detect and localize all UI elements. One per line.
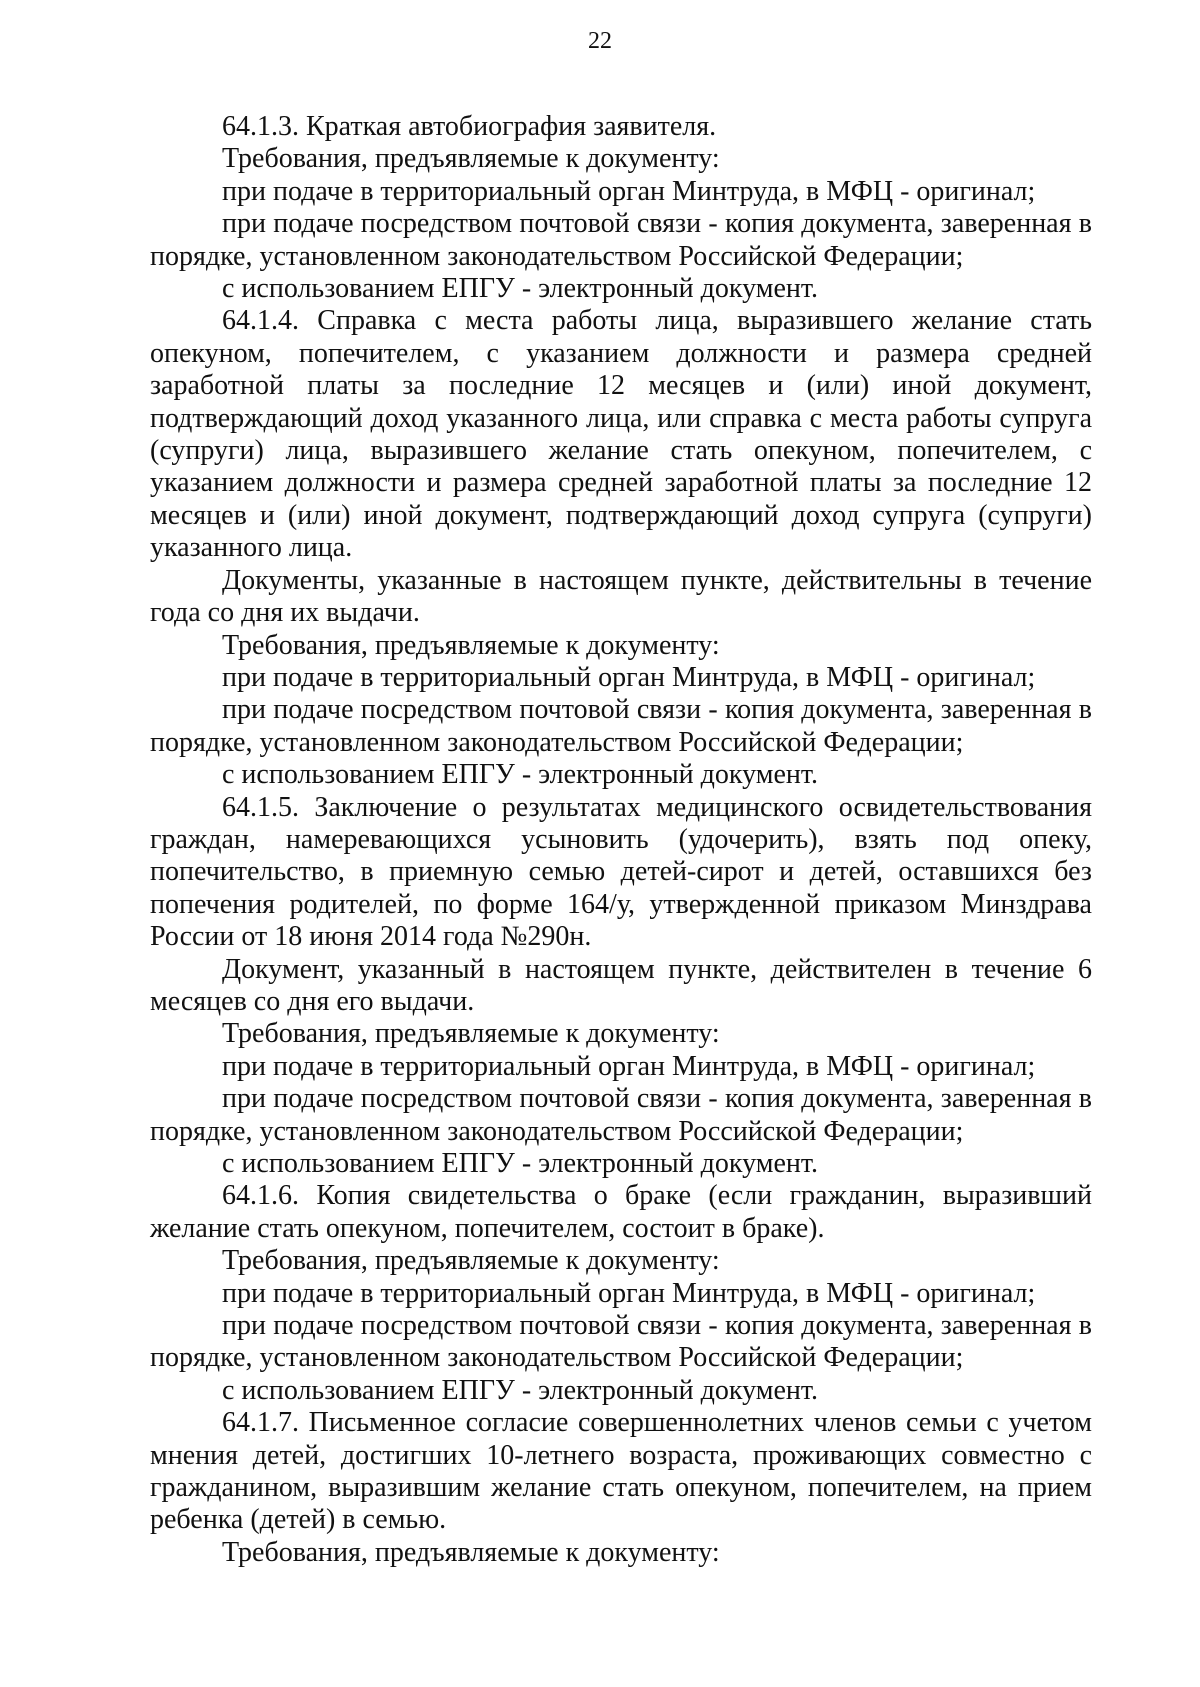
- paragraph-requirements-heading: Требования, предъявляемые к документу:: [222, 1536, 720, 1568]
- paragraph-requirement-epgu: с использованием ЕПГУ - электронный документ.: [222, 273, 818, 305]
- paragraph-validity-6-months: Документ, указанный в настоящем пункте, действителен в течение 6 месяцев со дня его выдачи.: [150, 953, 1092, 1017]
- paragraph-requirement-original: при подаче в территориальный орган Минтруда, в МФЦ - оригинал;: [222, 1277, 1036, 1309]
- paragraph-requirement-original: при подаче в территориальный орган Минтруда, в МФЦ - оригинал;: [222, 661, 1036, 693]
- paragraph-requirement-postal: при подаче посредством почтовой связи - копия документа, заверенная в порядке, установленном законодательством Российской Федерации;: [150, 208, 1092, 272]
- paragraph-requirement-epgu: с использованием ЕПГУ - электронный документ.: [222, 759, 818, 791]
- paragraph-requirement-original: при подаче в территориальный орган Минтруда, в МФЦ - оригинал;: [222, 175, 1036, 207]
- paragraph-requirements-heading: Требования, предъявляемые к документу:: [222, 1018, 720, 1050]
- paragraph-64-1-7: 64.1.7. Письменное согласие совершеннолетних членов семьи с учетом мнения детей, достигших 10-летнего возраста, проживающих совместно с гражданином, выразившим желание стать опекуном, попечителем, на прием ребенка (детей) в семью.: [150, 1407, 1092, 1536]
- paragraph-requirement-original: при подаче в территориальный орган Минтруда, в МФЦ - оригинал;: [222, 1050, 1036, 1082]
- paragraph-requirements-heading: Требования, предъявляемые к документу:: [222, 629, 720, 661]
- paragraph-requirement-postal: при подаче посредством почтовой связи - копия документа, заверенная в порядке, установленном законодательством Российской Федерации;: [150, 1310, 1092, 1374]
- paragraph-requirement-epgu: с использованием ЕПГУ - электронный документ.: [222, 1374, 818, 1406]
- document-body: [150, 111, 1092, 1569]
- paragraph-64-1-5: 64.1.5. Заключение о результатах медицинского освидетельствования граждан, намеревающихся усыновить (удочерить), взять под опеку, попечительство, в приемную семью детей-сирот и детей, оставшихся без попечения родителей, по форме 164/у, утвержденной приказом Минздрава России от 18 июня 2014 года №290н.: [150, 791, 1092, 953]
- paragraph-64-1-4: 64.1.4. Справка с места работы лица, выразившего желание стать опекуном, попечителем, с указанием должности и размера средней заработной платы за последние 12 месяцев и (или) иной документ, подтверждающий доход указанного лица, или справка с места работы супруга (супруги) лица, выразившего желание стать опекуном, попечителем, с указанием должности и размера средней заработной платы за последние 12 месяцев и (или) иной документ, подтверждающий доход супруга (супруги) указанного лица.: [150, 305, 1092, 564]
- paragraph-requirement-postal: при подаче посредством почтовой связи - копия документа, заверенная в порядке, установленном законодательством Российской Федерации;: [150, 694, 1092, 758]
- paragraph-requirements-heading: Требования, предъявляемые к документу:: [222, 1245, 720, 1277]
- paragraph-64-1-6: 64.1.6. Копия свидетельства о браке (если гражданин, выразивший желание стать опекуном, попечителем, состоит в браке).: [150, 1180, 1092, 1244]
- paragraph-requirements-heading: Требования, предъявляемые к документу:: [222, 143, 720, 175]
- page-number: 22: [588, 28, 612, 54]
- paragraph-requirement-epgu: с использованием ЕПГУ - электронный документ.: [222, 1148, 818, 1179]
- paragraph-64-1-3-title: 64.1.3. Краткая автобиография заявителя.: [222, 111, 717, 142]
- paragraph-requirement-postal: при подаче посредством почтовой связи - копия документа, заверенная в порядке, установленном законодательством Российской Федерации;: [150, 1083, 1092, 1147]
- paragraph-validity-year: Документы, указанные в настоящем пункте, действительны в течение года со дня их выдачи.: [150, 564, 1092, 629]
